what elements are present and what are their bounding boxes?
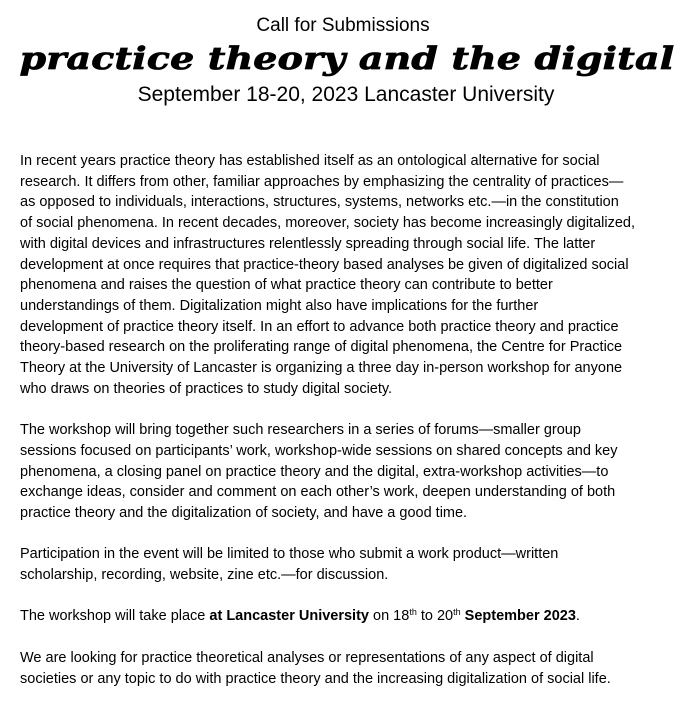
text-line: Participation in the event will be limited to those who submit a work product—written bbox=[20, 546, 559, 563]
text-line: who draws on theories of practices to study digital society. bbox=[20, 380, 393, 397]
text-line: societies or any topic to do with practice theory and the increasing digitalization of social life. bbox=[20, 670, 611, 687]
document-body bbox=[20, 151, 680, 689]
call-for-submissions-label: Call for Submissions bbox=[256, 15, 430, 36]
text-line: of social phenomena. In recent decades, moreover, society has become increasingly digitalized, bbox=[20, 215, 635, 232]
venue-text: on 18 bbox=[368, 608, 410, 625]
venue-text: to 20 bbox=[416, 608, 454, 625]
text-line: as opposed to individuals, interactions, structures, systems, networks etc.—in the constitution bbox=[20, 194, 619, 211]
text-line: development at once requires that practice-theory based analyses be given of digitalized social bbox=[20, 256, 629, 273]
venue-date-paragraph bbox=[20, 606, 680, 627]
submission-scope-paragraph bbox=[20, 648, 680, 689]
text-line: sessions focused on participants’ work, workshop-wide sessions on shared concepts and key bbox=[20, 442, 618, 459]
venue-location: at Lancaster University bbox=[209, 608, 369, 625]
text-line: Theory at the University of Lancaster is organizing a three day in-person workshop for anyone bbox=[20, 360, 623, 377]
text-line: theory-based research on the proliferating range of digital phenomena, the Centre for Practice bbox=[20, 339, 623, 356]
intro-paragraph bbox=[20, 151, 680, 399]
venue-text: The workshop will take place bbox=[20, 608, 210, 625]
text-line: We are looking for practice theoretical analyses or representations of any aspect of digital bbox=[20, 649, 594, 666]
participation-paragraph bbox=[20, 544, 680, 585]
text-line: development of practice theory itself. In an effort to advance both practice theory and practice bbox=[20, 318, 619, 335]
ordinal-suffix: th bbox=[409, 607, 417, 618]
event-date-location: September 18-20, 2023 Lancaster University bbox=[137, 83, 555, 106]
text-line: In recent years practice theory has established itself as an ontological alternative for social bbox=[20, 153, 600, 169]
text-line: understandings of them. Digitalization might also have implications for the further bbox=[20, 297, 539, 314]
workshop-format-paragraph bbox=[20, 420, 680, 524]
venue-text: . bbox=[575, 608, 580, 625]
event-month-year: September 2023 bbox=[464, 608, 576, 625]
text-line: phenomena, a closing panel on practice theory and the digital, extra-workshop activities—to bbox=[20, 463, 609, 480]
text-line: scholarship, recording, website, zine etc.—for discussion. bbox=[20, 567, 389, 584]
ordinal-suffix: th bbox=[453, 607, 461, 618]
text-line: practice theory and the digitalization of society, and have a good time. bbox=[20, 504, 468, 521]
text-line: research. It differs from other, familiar approaches by emphasizing the centrality of practices— bbox=[20, 173, 624, 190]
text-line: phenomena and raises the question of what practice theory can contribute to better bbox=[20, 277, 553, 294]
text-line bbox=[20, 606, 680, 627]
text-line: exchange ideas, consider and comment on each other’s work, deepen understanding of both bbox=[20, 484, 616, 501]
text-line: The workshop will bring together such researchers in a series of forums—smaller group bbox=[20, 422, 581, 439]
text-line: with digital devices and infrastructures relentlessly spreading through social life. The latter bbox=[20, 235, 596, 252]
event-title: practice theory and the digital bbox=[19, 41, 675, 77]
